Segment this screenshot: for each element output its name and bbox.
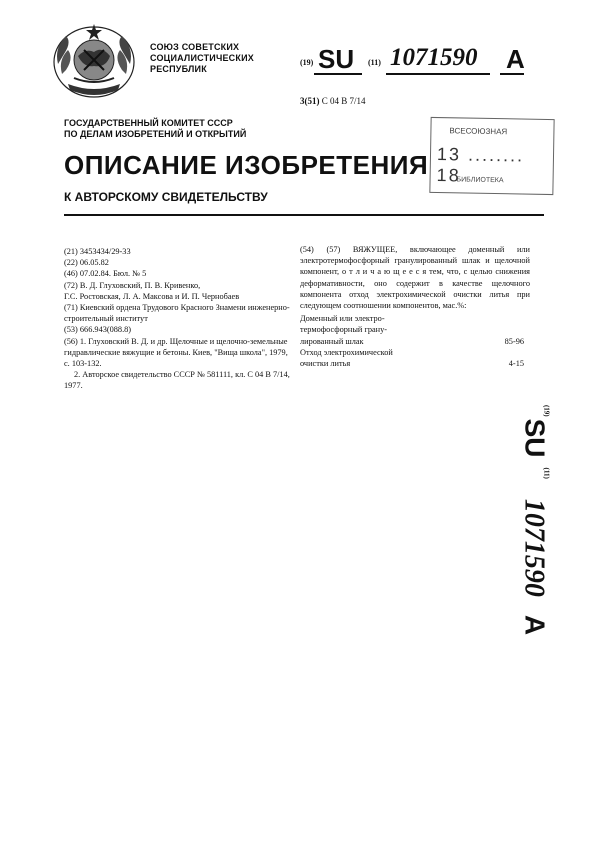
stamp-line: ВСЕСОЮЗНАЯ <box>449 126 508 137</box>
union-line: РЕСПУБЛИК <box>150 64 207 74</box>
patent-number: 1071590 <box>390 44 478 71</box>
inid-code-19: (19) <box>300 58 314 67</box>
biblio-field: (46) 07.02.84. Бюл. № 5 <box>64 269 147 279</box>
side-patent-number: 1071590 <box>518 498 550 597</box>
biblio-field: Г.С. Ростовская, Л. А. Максова и И. П. Чернобаев <box>64 291 240 301</box>
component-name-line: лированный шлак <box>300 336 364 346</box>
biblio-field: (53) 666.943(088.8) <box>64 325 132 335</box>
committee-name <box>64 118 246 140</box>
inid-code-11: (11) <box>368 58 381 67</box>
biblio-field: (21) 3453434/29-33 <box>64 247 131 256</box>
biblio-field: (22) 06.05.82 <box>64 258 109 268</box>
component-name-line: очистки литья <box>300 359 351 369</box>
claim-section <box>300 244 530 369</box>
composition-table <box>300 313 530 369</box>
ipc-value: С 04 В 7/14 <box>321 96 366 106</box>
union-line: СОЦИАЛИСТИЧЕСКИХ <box>150 53 254 63</box>
underline <box>500 73 524 75</box>
component-name-line: Доменный или электро- <box>300 314 385 324</box>
patent-number-block <box>300 44 540 78</box>
committee-line: ГОСУДАРСТВЕННЫЙ КОМИТЕТ СССР <box>64 118 233 128</box>
country-code: SU <box>318 44 355 74</box>
underline <box>386 73 490 75</box>
component-value: 4-15 <box>508 359 524 369</box>
component-name-line: Отход электрохимической <box>300 347 393 357</box>
stamp-line: БИБЛИОТЕКА <box>456 176 504 185</box>
claim-text: (54) (57) ВЯЖУЩЕЕ, включающее доменный или электротермофосфорный гранулированный шлак и щелочной компонент, о т л и ч а ю щ е е с я тем, что, с целью снижения деформативности, оно содержит в качестве щелочного компонента отход электрохимической очистки литья при следующем соотношении компонентов, мас.%: <box>300 245 530 311</box>
side-country-code: SU <box>519 418 551 458</box>
ipc-code-label: 3(51) <box>300 96 320 106</box>
side-inid-19: (19) <box>542 404 551 417</box>
stamp-line: 13 ........ 18 <box>436 144 525 186</box>
side-inid-11: (11) <box>542 467 551 479</box>
divider <box>64 214 544 216</box>
union-name <box>150 42 254 75</box>
state-emblem-icon <box>48 20 140 100</box>
biblio-field: (72) В. Д. Глуховский, П. В. Кривенко, <box>64 280 201 290</box>
underline <box>314 73 362 75</box>
document-subtitle: К АВТОРСКОМУ СВИДЕТЕЛЬСТВУ <box>64 190 268 204</box>
composition-row <box>300 347 530 369</box>
biblio-field: (71) Киевский ордена Трудового Красного Знамени инженерно-строительный институт <box>64 303 290 324</box>
union-line: СОЮЗ СОВЕТСКИХ <box>150 42 240 52</box>
document-title: ОПИСАНИЕ ИЗОБРЕТЕНИЯ <box>64 150 429 180</box>
bibliographic-data <box>64 246 290 392</box>
kind-code: A <box>506 44 525 74</box>
library-stamp <box>429 117 554 195</box>
biblio-field: (56) 1. Глуховский В. Д. и др. Щелочные и щелочно-земельные гидравлические вяжущие и бетоны. Киев, "Вища школа", 1979, с. 103-132. <box>64 336 288 369</box>
component-name-line: термофосфорный грану- <box>300 325 388 335</box>
biblio-field: 2. Авторское свидетельство СССР № 581111, кл. С 04 В 7/14, 1977. <box>64 370 290 391</box>
ipc-classification <box>300 96 366 106</box>
committee-line: ПО ДЕЛАМ ИЗОБРЕТЕНИЙ И ОТКРЫТИЙ <box>64 129 247 139</box>
side-patent-label <box>514 374 554 664</box>
composition-row <box>300 313 530 347</box>
side-kind-code: A <box>519 614 551 636</box>
component-value: 85-96 <box>504 336 524 346</box>
